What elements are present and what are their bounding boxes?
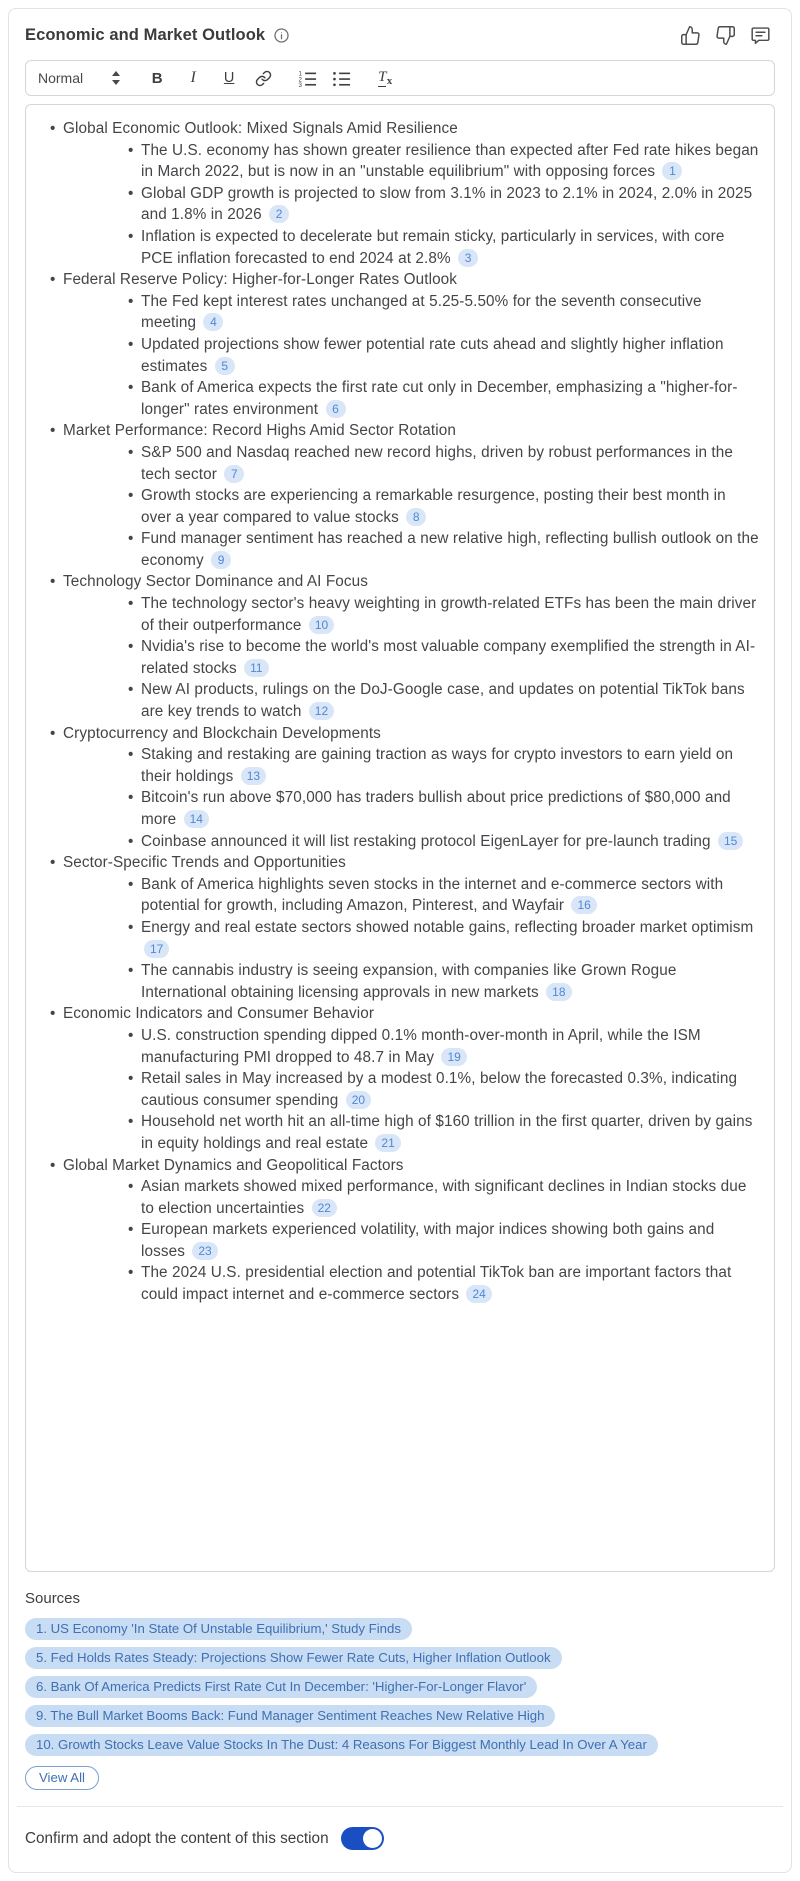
citation-badge[interactable]: 6 <box>326 400 346 418</box>
outline-item: • Staking and restaking are gaining traction as ways for crypto investors to earn yield on their holdings 13 <box>128 744 760 787</box>
citation-badge[interactable]: 20 <box>346 1091 371 1109</box>
picker-arrows-icon <box>111 71 121 85</box>
bullet-list-button[interactable] <box>331 69 351 88</box>
source-pill[interactable]: 5. Fed Holds Rates Steady: Projections Show Fewer Rate Cuts, Higher Inflation Outlook <box>25 1647 562 1669</box>
citation-badge[interactable]: 17 <box>144 940 169 958</box>
clear-formatting-button[interactable] <box>375 69 395 87</box>
info-icon[interactable] <box>273 27 290 44</box>
source-pill[interactable]: 6. Bank Of America Predicts First Rate Cut In December: 'Higher-For-Longer Flavor' <box>25 1676 537 1698</box>
outline-item: • The Fed kept interest rates unchanged at 5.25-5.50% for the seventh consecutive meeting 4 <box>128 291 760 334</box>
outline-item: • Inflation is expected to decelerate but remain sticky, particularly in services, with core PCE inflation forecasted to end 2024 at 2.8% 3 <box>128 226 760 269</box>
outline-item: • Bank of America highlights seven stocks in the internet and e-commerce sectors with potential for growth, including Amazon, Pinterest, and Wayfair 16 <box>128 874 760 917</box>
citation-badge[interactable]: 11 <box>244 659 268 677</box>
citation-badge[interactable]: 12 <box>309 702 334 720</box>
outline-item: • Asian markets showed mixed performance, with significant declines in Indian stocks due to election uncertainties 22 <box>128 1176 760 1219</box>
sources-list <box>25 1618 775 1756</box>
outline-section-title: • Global Economic Outlook: Mixed Signals Amid Resilience <box>50 118 760 140</box>
divider <box>17 1806 783 1807</box>
citation-badge[interactable]: 7 <box>224 465 244 483</box>
outline-item: • S&P 500 and Nasdaq reached new record highs, driven by robust performances in the tech sector 7 <box>128 442 760 485</box>
outline-section-title: • Sector-Specific Trends and Opportunities <box>50 852 760 874</box>
citation-badge[interactable]: 14 <box>184 810 209 828</box>
citation-badge[interactable]: 21 <box>375 1134 400 1152</box>
citation-badge[interactable]: 16 <box>571 896 596 914</box>
outline-section-title: • Economic Indicators and Consumer Behavior <box>50 1003 760 1025</box>
citation-badge[interactable]: 24 <box>466 1285 491 1303</box>
citation-badge[interactable]: 15 <box>718 832 743 850</box>
format-picker[interactable] <box>38 70 121 86</box>
format-picker-label: Normal <box>38 70 84 86</box>
svg-text:1: 1 <box>298 70 302 78</box>
outline-item: • Global GDP growth is projected to slow from 3.1% in 2023 to 2.1% in 2024, 2.0% in 2025 and 1.8% in 2026 2 <box>128 183 760 226</box>
citation-badge[interactable]: 9 <box>211 551 231 569</box>
sources-title: Sources <box>25 1590 81 1607</box>
outline-item: • The U.S. economy has shown greater resilience than expected after Fed rate hikes began in March 2022, but is now in an "unstable equilibrium" with opposing forces 1 <box>128 140 760 183</box>
confirm-label: Confirm and adopt the content of this section <box>25 1829 329 1847</box>
outline-item: • Household net worth hit an all-time high of $160 trillion in the first quarter, driven by gains in equity holdings and real estate 21 <box>128 1111 760 1154</box>
link-button[interactable] <box>253 70 273 87</box>
outline-section-title: • Technology Sector Dominance and AI Focus <box>50 571 760 593</box>
underline-button[interactable]: U <box>223 70 235 86</box>
outline-item: • Bank of America expects the first rate cut only in December, emphasizing a "higher-for-longer" rates environment 6 <box>128 377 760 420</box>
outline-item: • Retail sales in May increased by a modest 0.1%, below the forecasted 0.3%, indicating cautious consumer spending 20 <box>128 1068 760 1111</box>
outline-section-title: • Federal Reserve Policy: Higher-for-Longer Rates Outlook <box>50 269 760 291</box>
citation-badge[interactable]: 13 <box>241 767 266 785</box>
editor-content[interactable] <box>25 104 775 1572</box>
outline-item: • Growth stocks are experiencing a remarkable resurgence, posting their best month in over a year compared to value stocks 8 <box>128 485 760 528</box>
citation-badge[interactable]: 8 <box>406 508 426 526</box>
section-header <box>25 25 775 46</box>
outline-item: • The cannabis industry is seeing expansion, with companies like Grown Rogue International obtaining licensing approvals in new markets 18 <box>128 960 760 1003</box>
source-pill[interactable]: 1. US Economy 'In State Of Unstable Equilibrium,' Study Finds <box>25 1618 412 1640</box>
outline-item: • Fund manager sentiment has reached a new relative high, reflecting bullish outlook on the economy 9 <box>128 528 760 571</box>
view-all-button[interactable]: View All <box>25 1766 99 1790</box>
citation-badge[interactable]: 4 <box>203 313 223 331</box>
outline-item: • Nvidia's rise to become the world's most valuable company exemplified the strength in AI-related stocks 11 <box>128 636 760 679</box>
confirm-toggle[interactable] <box>341 1827 384 1850</box>
outline-item: • European markets experienced volatility, with major indices showing both gains and losses 23 <box>128 1219 760 1262</box>
thumbs-down-icon[interactable] <box>715 25 736 46</box>
outline-item: • Updated projections show fewer potential rate cuts ahead and slightly higher inflation estimates 5 <box>128 334 760 377</box>
toggle-knob <box>363 1829 382 1848</box>
outline-item: • The 2024 U.S. presidential election and potential TikTok ban are important factors that could impact internet and e-commerce sectors 24 <box>128 1262 760 1305</box>
clear-formatting-x: x <box>386 75 393 87</box>
outline-item: • Bitcoin's run above $70,000 has traders bullish about price predictions of $80,000 and more 14 <box>128 787 760 830</box>
outline-item: • U.S. construction spending dipped 0.1% month-over-month in April, while the ISM manufacturing PMI dropped to 48.7 in May 19 <box>128 1025 760 1068</box>
thumbs-up-icon[interactable] <box>680 25 701 46</box>
outline-item: • The technology sector's heavy weighting in growth-related ETFs has been the main driver of their outperformance 10 <box>128 593 760 636</box>
source-pill[interactable]: 10. Growth Stocks Leave Value Stocks In The Dust: 4 Reasons For Biggest Monthly Lead In Over A Year <box>25 1734 658 1756</box>
outline-item: • Coinbase announced it will list restaking protocol EigenLayer for pre-launch trading 15 <box>128 831 760 853</box>
svg-text:2: 2 <box>298 75 302 83</box>
page-title: Economic and Market Outlook <box>25 26 266 44</box>
citation-badge[interactable]: 2 <box>269 205 289 223</box>
outline-section-title: • Global Market Dynamics and Geopolitical Factors <box>50 1155 760 1177</box>
outline-list <box>40 118 760 1306</box>
svg-text:3: 3 <box>298 81 302 88</box>
bold-button[interactable]: B <box>151 69 163 87</box>
editor-toolbar <box>25 60 775 96</box>
outline-item: • Energy and real estate sectors showed notable gains, reflecting broader market optimism 17 <box>128 917 760 960</box>
citation-badge[interactable]: 10 <box>309 616 334 634</box>
section-card <box>8 8 792 1873</box>
ordered-list-button[interactable] <box>297 69 317 88</box>
citation-badge[interactable]: 1 <box>662 162 682 180</box>
clear-formatting-t: T <box>378 69 387 85</box>
source-pill[interactable]: 9. The Bull Market Booms Back: Fund Manager Sentiment Reaches New Relative High <box>25 1705 555 1727</box>
sources-section <box>25 1590 775 1790</box>
citation-badge[interactable]: 22 <box>312 1199 337 1217</box>
citation-badge[interactable]: 19 <box>441 1048 466 1066</box>
citation-badge[interactable]: 18 <box>546 983 571 1001</box>
outline-section-title: • Cryptocurrency and Blockchain Developments <box>50 723 760 745</box>
outline-section-title: • Market Performance: Record Highs Amid Sector Rotation <box>50 420 760 442</box>
citation-badge[interactable]: 23 <box>192 1242 217 1260</box>
citation-badge[interactable]: 5 <box>215 357 235 375</box>
outline-item: • New AI products, rulings on the DoJ-Google case, and updates on potential TikTok bans are key trends to watch 12 <box>128 679 760 722</box>
confirm-row <box>25 1827 775 1854</box>
italic-button[interactable]: I <box>190 69 196 86</box>
comment-icon[interactable] <box>750 25 771 46</box>
citation-badge[interactable]: 3 <box>458 249 478 267</box>
